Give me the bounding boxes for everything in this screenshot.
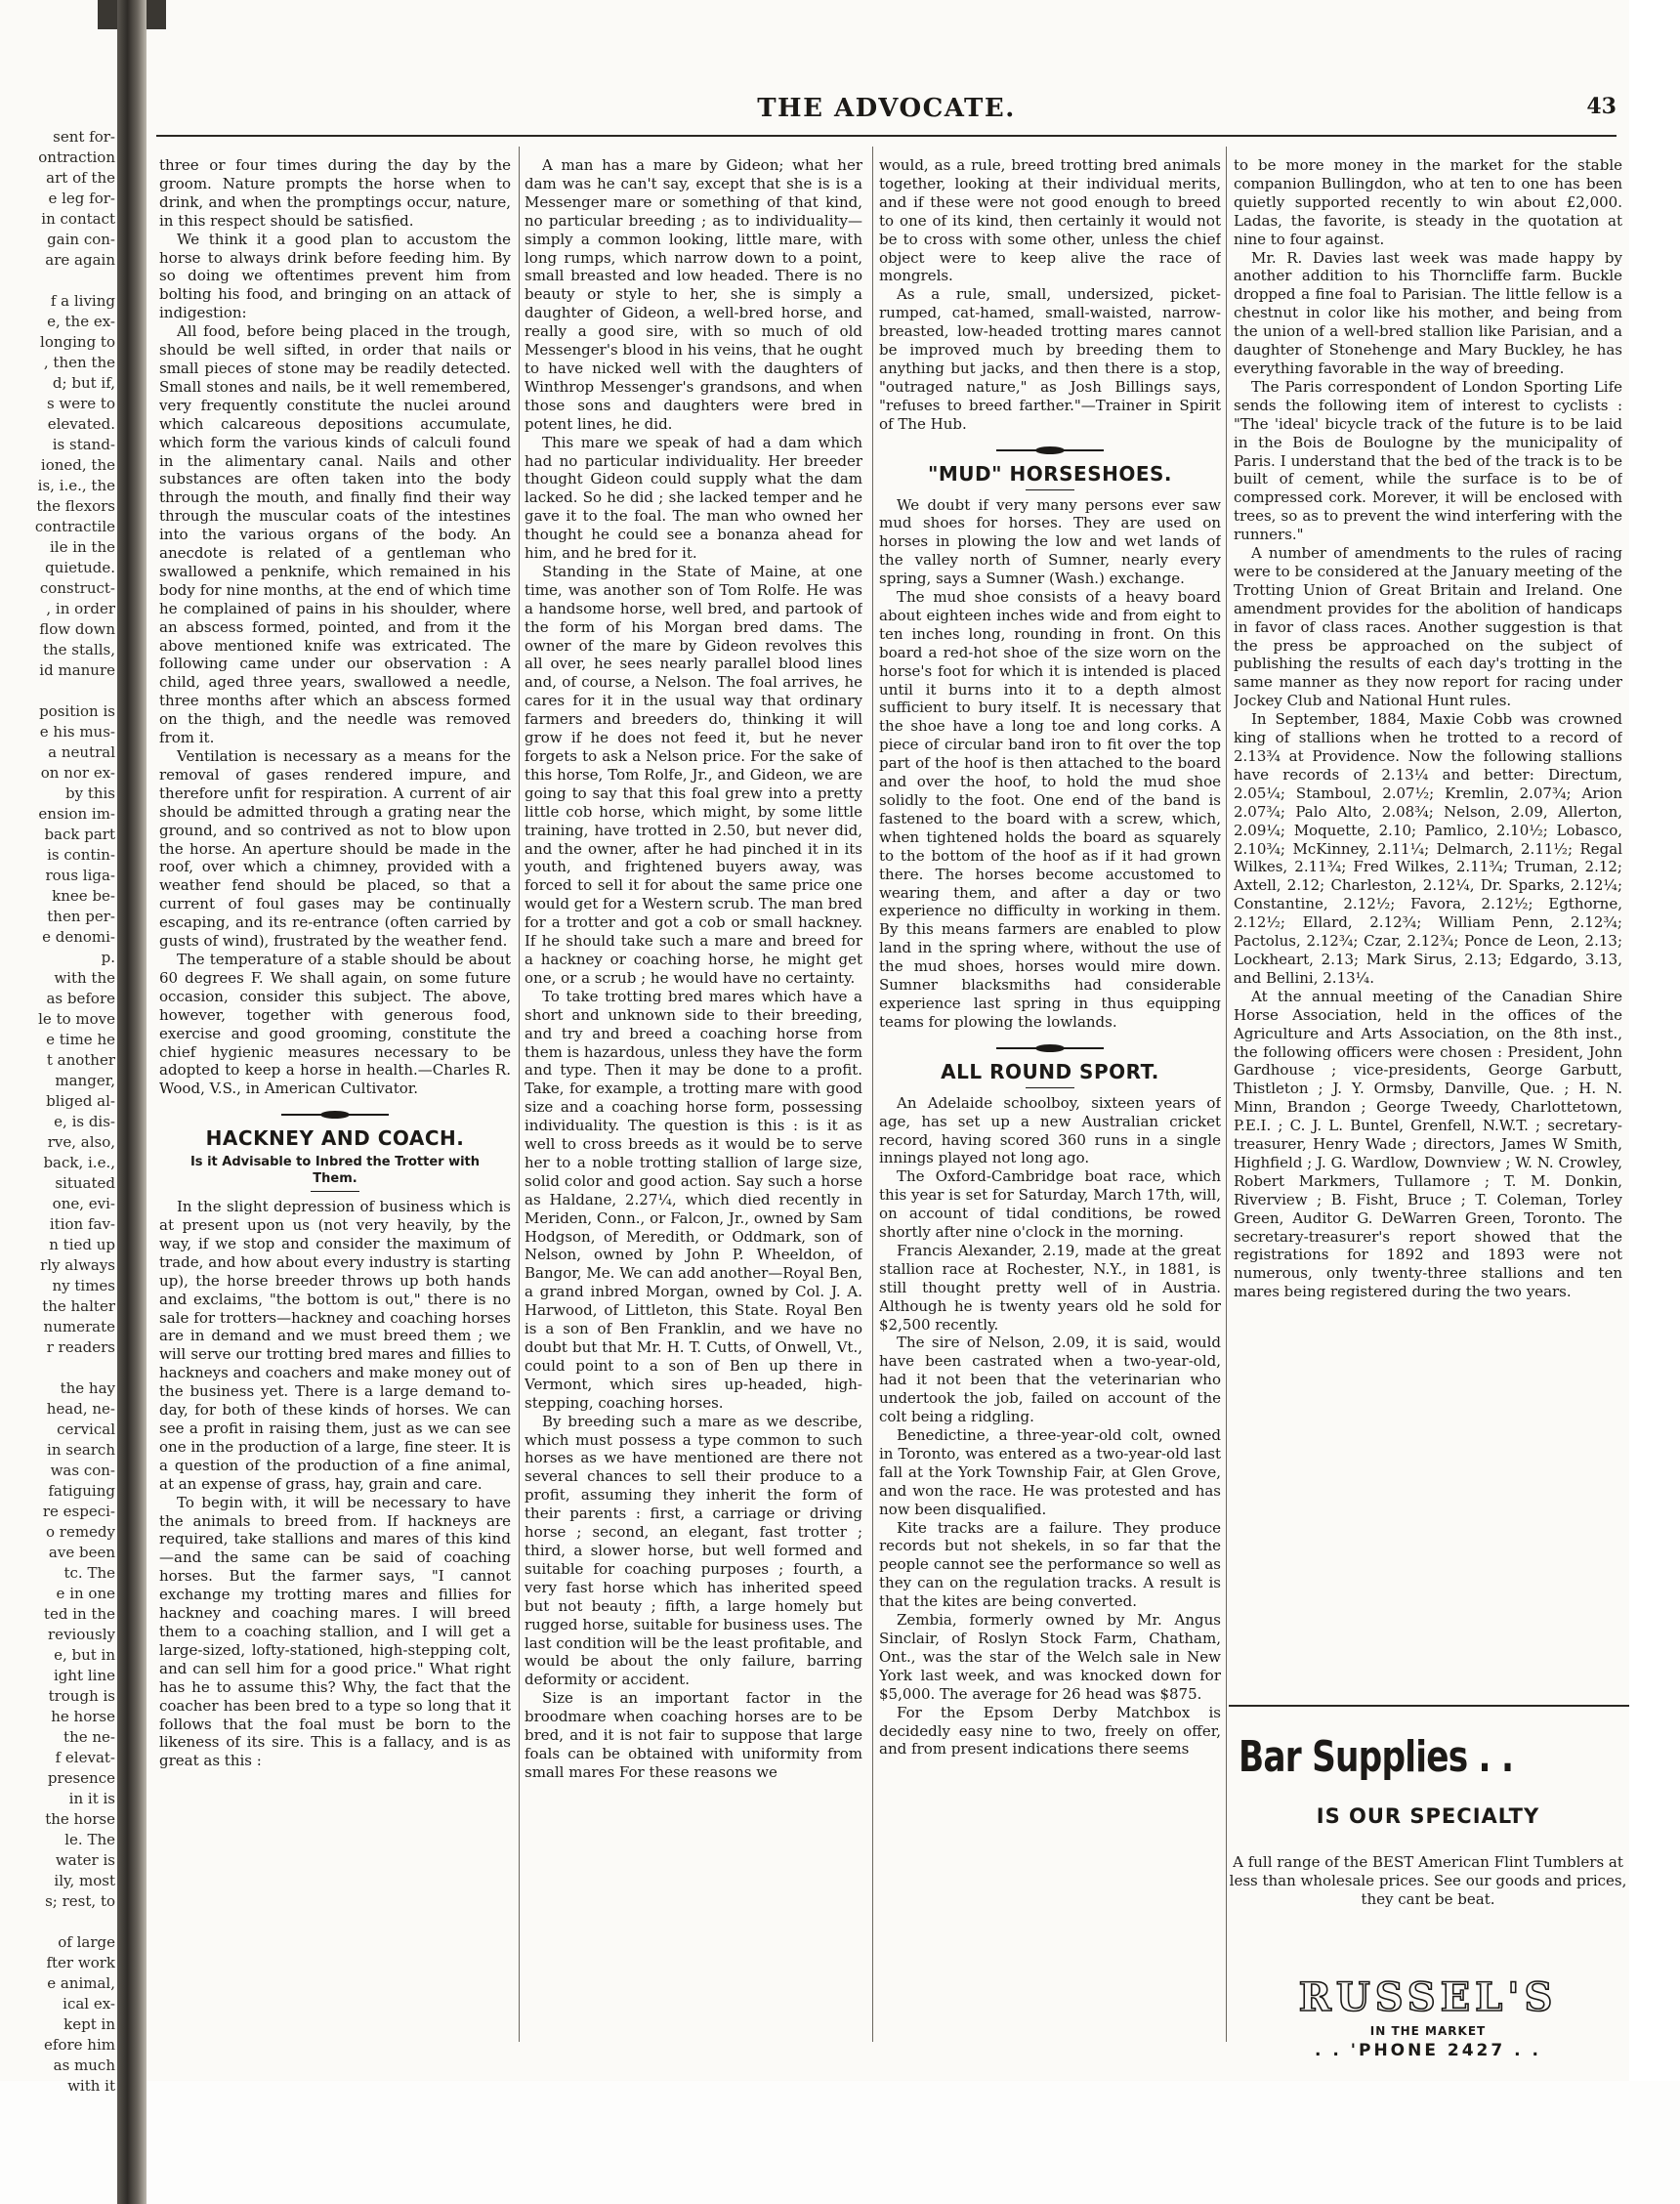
paragraph: three or four times during the day by the groom. Nature prompts the horse when to drink, and when the promptings occur, nature, in this respect should be satisfied. [159,156,511,230]
fragment-line: rous liga- [45,867,115,884]
fragment-line: e leg for- [48,190,115,207]
paragraph: The Oxford-Cambridge boat race, which this year is set for Saturday, March 17th, will, on account of tidal conditions, be rowed shortly after nine o'clock in the morning. [879,1167,1221,1242]
fragment-line: e his mus- [39,723,115,741]
fragment-line: a neutral [48,743,115,761]
paragraph: Ventilation is necessary as a means for the removal of gases rendered impure, and therefore unfit for respiration. A current of air should be admitted through a grating near the ground, and so contrived as not to blow upon the horse. An aperture should be made in the roof, over which a chimney, provided with a weather fend should be placed, so that a current of foul gases may be continually escaping, and its re-entrance (often carried by gusts of wind), frustrated by the weather fend. [159,747,511,951]
article-hackney-conclusion [879,156,1221,434]
fragment-line: ily, most [54,1872,115,1889]
fragment-line: ontraction [38,148,115,166]
fragment-line: le. The [64,1831,115,1848]
fragment-line: with it [67,2077,115,2095]
fragment-line: ted in the [43,1605,115,1623]
fragment-line [0,681,115,701]
previous-page-fragment [0,127,115,2097]
paragraph: A number of amendments to the rules of racing were to be considered at the January meeting of the Trotting Union of Great Britain and Ireland. One amendment provides for the abolition of handicaps in favor of class races. Another suggestion is that the press be approached on the subject of publishing the results of each day's trotting in the same manner as they now report for racing under Jockey Club and National Hunt rules. [1234,544,1622,710]
fragment-line: ition fav- [49,1215,115,1233]
fragment-line: trough is [48,1687,115,1705]
ad-description: A full range of the BEST American Flint Tumblers at less than wholesale prices. See our goods and prices, they cant be beat. [1229,1853,1627,1908]
article-hackney-body [159,1198,511,1770]
fragment-line: re especi- [42,1503,115,1520]
short-rule [1026,489,1074,490]
short-rule [311,1191,359,1192]
page-header [156,94,1617,133]
fragment-line: e in one [56,1585,115,1602]
fragment-line: longing to [40,333,115,351]
paragraph: would, as a rule, breed trotting bred animals together, looking at their individual merits, and if these were not good enough to breed to one of its kind, then certainly it would not be to cross with some other, unless the chief object were to keep alive the race of mongrels. [879,156,1221,285]
fragment-line: f a living [50,292,115,310]
fragment-line: , in order [46,600,115,617]
fragment-line: knee be- [52,887,115,905]
column-divider [872,147,873,2042]
paragraph: to be more money in the market for the stable companion Bullingdon, who at ten to one has been quietly supported recently to win about £2,000. Ladas, the favorite, is steady in the quotation at nine to four against. [1234,156,1622,248]
fragment-line: id manure [39,661,115,679]
fragment-line: is, i.e., the [37,477,115,494]
fragment-line: position is [39,702,115,720]
masthead-title: THE ADVOCATE. [757,94,1016,123]
article-subheading-hackney: Is it Advisable to Inbred the Trotter with Them. [189,1155,481,1187]
fragment-line: manger, [55,1072,115,1089]
paragraph: To take trotting bred mares which have a short and unknown side to their breeding, and try and breed a coaching horse from them is hazardous, unless they have the form and type. Then it may be done to a profit. Take, for example, a trotting mare with good size and a coaching horse form, possessing individuality. The question is this : is it as well to cross breeds as it would be to serve her to a noble trotting stallion of large size, solid color and good action. Say such a horse as Haldane, 2.27¼, which died recently in Meriden, Conn., or Falcon, Jr., owned by Sam Hodgson, of Meredith, or Oddmark, son of Nelson, owned by John P. Wheeldon, of Bangor, Me. We can add another—Royal Ben, a grand inbred Morgan, owned by Col. J. A. Harwood, of Littleton, this State. Royal Ben is a son of Ben Franklin, and we have no doubt but that Mr. H. T. Cutts, of Onwell, Vt., could point to a son of Ben up there in Vermont, which sires up-headed, high-stepping, coaching horses. [525,987,862,1412]
fragment-line: o remedy [45,1523,115,1541]
fragment-line: ical ex- [63,1995,115,2013]
fragment-line: e, but in [54,1646,115,1664]
fragment-line [0,1912,115,1932]
fragment-line: rve, also, [47,1133,115,1151]
paragraph: Kite tracks are a failure. They produce records but not shekels, in so far that the people cannot see the performance so well as they can on the regulation tracks. A result is that the kites are being converted. [879,1518,1221,1611]
fragment-line: s were to [46,395,115,412]
column-separator-ornament [996,445,1104,455]
fragment-line: s; rest, to [45,1892,115,1910]
article-sport-notes-continued [1234,156,1622,1301]
paragraph: All food, before being placed in the trough, should be well sifted, in order that nails or small pieces of stone may be readily detected. Small stones and nails, be it well remembered, very frequently constitute the nuclei around which calcareous depositions accumulate, which form the various kinds of calculi found in the alimentary canal. Nails and other substances are often taken into the body through the mouth, and finally find their way through the muscular coats of the intestines into the various organs of the body. An anecdote is related of a gentleman who swallowed a penknife, which remained in his body for nine months, at the end of which time he complained of pains in his shoulder, where an abscess formed, pointed, and from it the above mentioned knife was extricated. The following came under our observation : A child, aged three years, swallowed a needle, three months after which an abscess formed on the thigh, and the needle was removed from it. [159,322,511,747]
paragraph: An Adelaide schoolboy, sixteen years of age, has set up a new Australian cricket record, having scored 360 runs in a single innings played not long ago. [879,1093,1221,1167]
paragraph: Zembia, formerly owned by Mr. Angus Sinclair, of Roslyn Stock Farm, Chatham, Ont., was the star of the Welch sale in New York last week, and was knocked down for $5,000. The average for 26 head was $875. [879,1611,1221,1703]
fragment-line: bliged al- [46,1092,115,1110]
paragraph: This mare we speak of had a dam which had no particular individuality. Her breeder thought Gideon could supply what the dam lacked. So he did ; she lacked temper and he gave it to the foal. The man who owned her thought he could see a bonanza ahead for him, and he bred for it. [525,433,862,563]
fragment-line: presence [47,1769,115,1787]
paragraph: Mr. R. Davies last week was made happy by another addition to his Thorncliffe farm. Buckle dropped a fine foal to Parisian. The little fellow is a chestnut in color like his mother, and being from the union of a well-bred stallion like Parisian, and a daughter of Stonehenge and Mary Buckley, he has everything favorable in the way of breeding. [1234,248,1622,377]
paragraph: As a rule, small, undersized, picket-rumped, cat-hamed, small-waisted, narrow-breasted, low-headed trotting mares cannot be improved much by breeding them to anything but jacks, and then there is a stop, "outraged nature," as Josh Billings says, "refuses to breed farther."—Trainer in Spirit of The Hub. [879,285,1221,433]
column-1 [159,156,511,2042]
column-2 [525,156,862,2042]
fragment-line: ile in the [49,538,115,556]
fragment-line: the horse [45,1810,115,1828]
fragment-line: is stand- [52,436,115,453]
scan-margin-bottom [0,2081,1680,2204]
fragment-line: r readers [46,1338,115,1356]
fragment-line: water is [55,1851,115,1869]
fragment-line: the hay [60,1379,115,1397]
fragment-line: the stalls, [42,641,115,658]
fragment-line: situated [55,1174,115,1192]
paragraph: Benedictine, a three-year-old colt, owned in Toronto, was entered as a two-year-old last fall at the York Township Fair, at Glen Grove, and won the race. He was protested and has now been disqualified. [879,1426,1221,1518]
column-3 [879,156,1221,2042]
paragraph: Size is an important factor in the broodmare when coaching horses are to be bred, and it is not fair to suppose that large foals can be obtained with uniformity from small mares For these reasons we [525,1689,862,1781]
fragment-line: he horse [51,1708,115,1725]
ad-top-rule [1229,1705,1629,1707]
paragraph: By breeding such a mare as we describe, which must possess a type common to such horses as we have mentioned are there not several chances to sell their produce to a profit, assuming they inherit the form of their parents : first, a carriage or driving horse ; second, an elegant, fast trotter ; third, a slower horse, but well formed and suitable for coaching purposes ; fourth, a very fast horse which has inherited speed but not beauty ; fifth, a large homely but rugged horse, suitable for business uses. The last condition will be the least profitable, and would be about the only failure, barring deformity or accident. [525,1412,862,1689]
paragraph: A man has a mare by Gideon; what her dam was he can't say, except that she is is a Messenger mare or something of that kind, no particular breeding ; as to individuality—simply a common looking, little mare, with long rumps, which narrow down to a point, small breasted and low headed. There is no beauty or style to her, she is simply a daughter of Gideon, a well-bred horse, and really a good sire, with so much of old Messenger's blood in his veins, that he ought to have nicked well with the daughters of Winthrop Messenger's grandsons, and when those sons and daughters were bred in potent lines, he did. [525,156,862,433]
fragment-line: rly always [40,1256,115,1274]
header-rule [156,135,1617,137]
ad-specialty: IS OUR SPECIALTY [1316,1804,1540,1828]
paragraph: For the Epsom Derby Matchbox is decidedly easy nine to two, freely on offer, and from present indications there seems [879,1703,1221,1759]
fragment-line: kept in [63,2015,115,2033]
fragment-line: head, ne- [46,1400,115,1418]
ad-phone: . . 'PHONE 2427 . . [1315,2041,1541,2060]
fragment-line: then per- [47,908,115,925]
fragment-line: reviously [48,1626,115,1643]
fragment-line: of large [58,1933,115,1951]
scan-margin-right [1629,0,1680,2204]
paragraph: The Paris correspondent of London Sporting Life sends the following item of interest to cyclists : "The 'ideal' bicycle track of the future is to be laid in the Bois de Boulogne by the municipality of Paris. I understand that the bed of the track is to be built of cement, while the surface is to be of compressed cork. Morever, it will be enclosed with trees, so as to prevent the wind interfering with the runners." [1234,377,1622,544]
fragment-line: contractile [34,518,115,535]
fragment-line: elevated. [47,415,115,433]
fragment-line: the halter [42,1297,115,1315]
fragment-line: on nor ex- [40,764,115,782]
paragraph: In September, 1884, Maxie Cobb was crowned king of stallions when he trotted to a record of 2.13¾ at Providence. Now the following stallions have records of 2.13¼ and better: Directum, 2.05¼; Stamboul, 2.07½; Kremlin, 2.07¾; Arion 2.07¾; Palo Alto, 2.08¾; Nelson, 2.09, Allerton, 2.09¼; Moquette, 2.10; Pamlico, 2.10½; Lobasco, 2.10¾; McKinney, 2.11¼; Delmarch, 2.11½; Regal Wilkes, 2.11¾; Fred Wilkes, 2.11¾; Truman, 2.12; Axtell, 2.12; Charleston, 2.12¼, Dr. Sparks, 2.12¼; Constantine, 2.12½; Favora, 2.12½; Egthorne, 2.12½; Ellard, 2.12¾; William Penn, 2.12¾; Pactolus, 2.12¾; Czar, 2.12¾; Ponce de Leon, 2.13; Lockheart, 2.13; Mark Sirus, 2.13; Edgardo, 3.13, and Bellini, 2.13¼. [1234,710,1622,987]
fragment-line: sent for- [53,128,115,146]
fragment-line: d; but if, [52,374,115,392]
ad-brand-name: RUSSEL'S [1298,1974,1558,2020]
page-number: 43 [1586,94,1617,119]
fragment-line: n tied up [49,1236,115,1253]
fragment-line: f elevat- [55,1749,115,1766]
fragment-line: e, the ex- [47,313,115,330]
fragment-line: flow down [39,620,115,638]
fragment-line: back part [44,826,115,843]
fragment-line: ioned, the [40,456,115,474]
paragraph: We think it a good plan to accustom the horse to always drink before feeding him. By so doing we oftentimes prevent him from bolting his food, and bringing on an attack of indigestion: [159,230,511,322]
fragment-line: tc. The [63,1564,115,1582]
fragment-line: construct- [39,579,115,597]
fragment-line: fatiguing [48,1482,115,1500]
fragment-line: one, evi- [52,1195,115,1212]
ad-headline: Bar Supplies . . [1239,1732,1514,1782]
fragment-line: ension im- [38,805,115,823]
paragraph: The temperature of a stable should be about 60 degrees F. We shall again, on some future occasion, consider this subject. The above, however, together with generous food, exercise and good grooming, constitute the chief hygienic measures necessary to be adopted to keep a horse in health.—Charles R. Wood, V.S., in American Cultivator. [159,950,511,1098]
fragment-line: numerate [43,1318,115,1335]
fragment-line: t another [46,1051,115,1069]
fragment-line [0,1358,115,1378]
article-heading-mud-horseshoes: "MUD" HORSESHOES. [927,461,1173,486]
fragment-line: e time he [46,1031,115,1048]
article-heading-hackney: HACKNEY AND COACH. [205,1126,465,1151]
ad-location: IN THE MARKET [1369,2024,1487,2038]
fragment-line: in contact [41,210,115,228]
fragment-line: le to move [38,1010,115,1028]
fragment-line: e animal, [47,1974,115,1992]
column-4 [1234,156,1622,1700]
fragment-line: art of the [46,169,115,187]
paragraph: To begin with, it will be necessary to have the animals to breed from. If hackneys are required, take stallions and mares of this kind—and the same can be said of coaching horses. But the farmer says, "I cannot exchange my trotting mares and fillies for hackney and coaching mares. I will breed them to a coaching stallion, and I will get a large-sized, lofty-stationed, high-stepping colt, and can sell him for a good price." What right has he to assume this? Why, the fact that the coacher has been bred to a type so long that it follows that the foal must be born to the likeness of its sire. This is a fallacy, and is as great as this : [159,1493,511,1770]
fragment-line: in it is [68,1790,115,1807]
fragment-line: the ne- [63,1728,115,1746]
fragment-line: as much [53,2056,115,2074]
fragment-line: e denomi- [42,928,115,946]
fragment-line: gain con- [47,231,115,248]
article-hackney-continued [525,156,862,1782]
fragment-line: , then the [43,354,115,371]
fragment-line: ny times [52,1277,115,1294]
advertisement-bar-supplies [1227,1705,1629,2086]
fragment-line: ave been [48,1544,115,1561]
fragment-line: efore him [44,2036,115,2054]
fragment-line: back, i.e., [43,1154,115,1171]
paragraph: Standing in the State of Maine, at one time, was another son of Tom Rolfe. He was a handsome horse, well bred, and partook of the form of his Morgan bred dams. The owner of the mare by Gideon revolves this all over, he sees nearly parallel blood lines and, of course, a Nelson. The foal arrives, he cares for it in the usual way that ordinary farmers and breeders do, thinking it will grow if he does not feed it, but he never forgets to ask a Nelson price. For the sake of this horse, Tom Rolfe, Jr., and Gideon, we are going to say that this foal grew into a pretty little cob horse, which might, by some little training, have trotted in 2.50, but never did, and the owner, after he had pinched it in its youth, and frightened buyers away, was forced to sell it for about the same price one would get for a Western scrub. The man bred for a trotter and got a cob or small hackney. If he should take such a mare and breed for a hackney or coaching horse, he might get one, or a scrub ; he would have no certainty. [525,562,862,987]
fragment-line: with the [54,969,115,987]
paragraph: We doubt if very many persons ever saw mud shoes for horses. They are used on horses in plowing the low and wet lands of the valley north of Sumner, nearly every spring, says a Sumner (Wash.) exchange. [879,495,1221,588]
paragraph: At the annual meeting of the Canadian Shire Horse Association, held in the offices of the Agriculture and Arts Association, on the 8th inst., the following officers were chosen : President, John Gardhouse ; vice-presidents, George Garbutt, Thistleton ; J. Y. Ormsby, Danville, Que. ; H. N. Minn, Brandon ; George Tweedy, Charlottetown, P.E.I. ; C. J. L. Buntel, Grenfell, N.W.T. ; secretary-treasurer, Henry Wade ; directors, James W Smith, Highfield ; J. G. Wardlow, Downview ; W. N. Crowley, Robert Markmers, Tullamore ; T. M. Donkin, Riverview ; B. Fisht, Bruce ; T. Coleman, Torley Green, Auditor G. DeWarren Green, Toronto. The secretary-treasurer's report showed that the registrations for 1892 and 1893 were not numerous, only twenty-three stallions and ten mares being registered during the two years. [1234,987,1622,1301]
fragment-line: the flexors [36,497,115,515]
fragment-line: p. [101,949,115,966]
article-mud-horseshoes-body [879,496,1221,1032]
paragraph: The mud shoe consists of a heavy board about eighteen inches wide and from eight to ten inches long, rounding in front. On this board a red-hot shoe of the size worn on the horse's foot for which it is intended is placed until it burns into it to a depth almost sufficient to bury itself. It is necessary that the shoe have a long toe and long corks. A piece of circular band iron to fit over the top part of the hoof is then attached to the board and over the hoof, to hold the mud shoe solidly to the foot. One end of the band is fastened to the board with a screw, which, when tightened holds the board as squarely to the bottom of the hoof as if it had grown there. The horses become accustomed to wearing them, and after a day or two experience no difficulty in working in them. By this means farmers are enabled to plow land in the spring where, without the use of the mud shoes, horses would mire down. Sumner blacksmiths had considerable experience last spring in thus equipping teams for plowing the lowlands. [879,588,1221,1031]
column-separator-ornament [281,1110,389,1120]
fragment-line: by this [64,784,115,802]
article-heading-all-round-sport: ALL ROUND SPORT. [941,1059,1159,1083]
article-stable-care [159,156,511,1098]
fragment-line: is contin- [47,846,115,864]
short-rule [1026,1087,1074,1088]
fragment-line: cervical [57,1420,115,1438]
fragment-line: are again [45,251,115,269]
column-divider [519,147,520,2042]
fragment-line: ight line [54,1667,115,1684]
paragraph: The sire of Nelson, 2.09, it is said, would have been castrated when a two-year-old, had it not been that the veterinarian who undertook the job, failed on account of the colt being a ridgling. [879,1334,1221,1426]
binding-shadow [117,0,147,2204]
fragment-line: fter work [46,1954,115,1971]
paragraph: Francis Alexander, 2.19, made at the great stallion race at Rochester, N.Y., in 1881, is still thought pretty well of in Austria. Although he is twenty years old he sold for $2,500 recently. [879,1241,1221,1334]
fragment-line: quietude. [45,559,115,576]
article-all-round-sport-body [879,1094,1221,1759]
column-separator-ornament [996,1043,1104,1053]
fragment-line [0,271,115,291]
fragment-line: e, is dis- [54,1113,115,1130]
fragment-line: was con- [50,1462,115,1479]
paragraph: In the slight depression of business which is at present upon us (not very heavily, by the way, if we stop and consider the maximum of trade, and how about every industry is starting up), the horse breeder throws up both hands and exclaims, "the bottom is out," there is no sale for trotters—hackney and coaching horses are in demand and we must breed them ; we will serve our trotting bred mares and fillies to hackneys and coachers and make money out of the business yet. There is a large demand to-day, for both of these kinds of horses. We can see a profit in raising them, just as we can see one in the production of a large, fine steer. It is a question of the production of a fine animal, at an expense of grass, hay, grain and care. [159,1198,511,1493]
fragment-line: in search [47,1441,115,1459]
fragment-line: as before [46,990,115,1007]
